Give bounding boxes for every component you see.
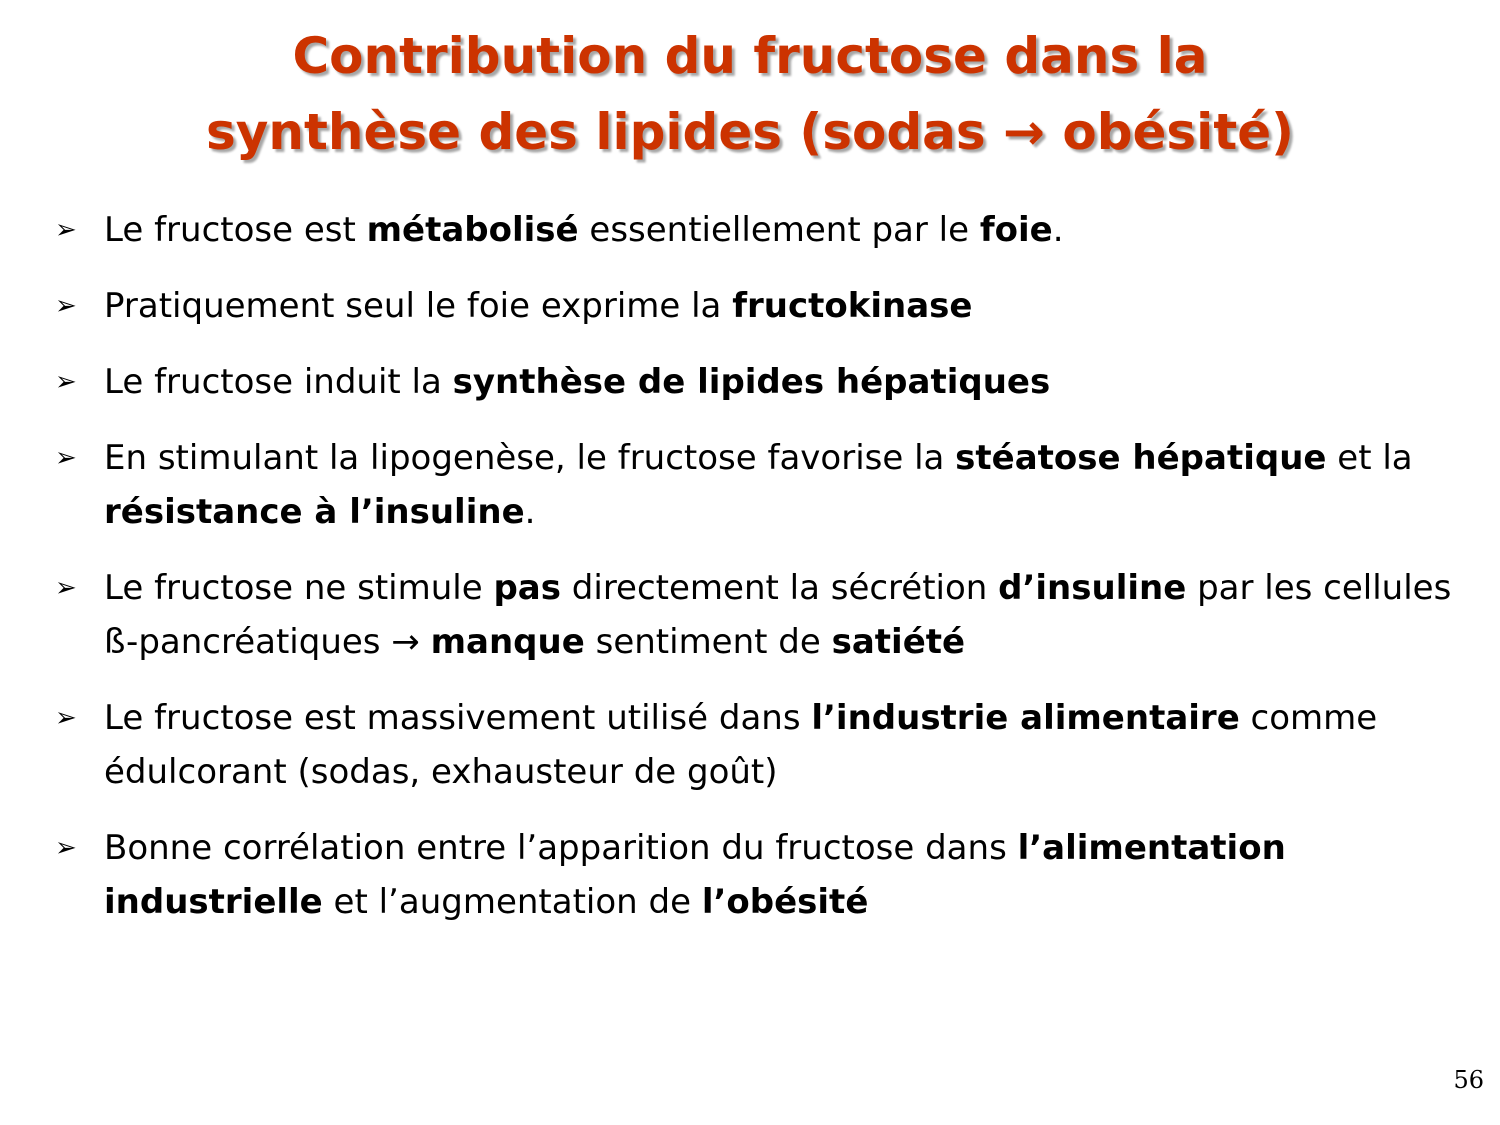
bullet-emphasis: fructokinase <box>732 286 973 326</box>
bullet-emphasis: d’insuline <box>998 568 1187 608</box>
bullet-segment: Le fructose est <box>104 210 367 250</box>
bullet-segment: Pratiquement seul le foie exprime la <box>104 286 733 326</box>
bullet-segment: sentiment de <box>584 622 832 662</box>
bullet-emphasis: foie <box>979 210 1053 250</box>
bullet-arrow-icon: ➢ <box>55 367 77 397</box>
bullet-emphasis: l’obésité <box>701 882 869 922</box>
bullet-item <box>55 691 1455 799</box>
bullet-arrow-icon: ➢ <box>55 291 77 321</box>
bullet-segment: En stimulant la lipogenèse, le fructose favorise la <box>104 438 956 478</box>
bullet-segment: . <box>524 492 536 532</box>
bullet-list <box>55 203 1455 951</box>
bullet-text <box>104 203 1455 257</box>
bullet-arrow-icon: ➢ <box>55 703 77 733</box>
bullet-segment: essentiellement par le <box>578 210 980 250</box>
bullet-arrow-icon: ➢ <box>55 443 77 473</box>
bullet-item <box>55 279 1455 333</box>
bullet-text <box>104 431 1455 539</box>
slide-title <box>0 18 1500 170</box>
bullet-text <box>104 355 1455 409</box>
bullet-segment: Bonne corrélation entre l’apparition du fructose dans <box>104 828 1018 868</box>
bullet-segment: Le fructose est massivement utilisé dans <box>104 698 812 738</box>
bullet-segment: et la <box>1326 438 1413 478</box>
bullet-segment: Le fructose induit la <box>104 362 453 402</box>
bullet-emphasis: satiété <box>831 622 966 662</box>
bullet-arrow-icon: ➢ <box>55 573 77 603</box>
bullet-segment: Le fructose ne stimule <box>104 568 494 608</box>
bullet-item <box>55 203 1455 257</box>
bullet-emphasis: manque <box>430 622 585 662</box>
bullet-emphasis: pas <box>493 568 561 608</box>
bullet-arrow-icon: ➢ <box>55 833 77 863</box>
bullet-item <box>55 431 1455 539</box>
bullet-arrow-icon: ➢ <box>55 215 77 245</box>
bullet-emphasis: l’alimentation industrielle <box>104 828 1286 922</box>
bullet-emphasis: résistance à l’insuline <box>104 492 525 532</box>
slide-title-line-1: Contribution du fructose dans la <box>292 27 1208 85</box>
bullet-emphasis: stéatose hépatique <box>955 438 1327 478</box>
bullet-segment: directement la sécrétion <box>560 568 999 608</box>
bullet-segment: et l’augmentation de <box>322 882 702 922</box>
bullet-emphasis: l’industrie alimentaire <box>811 698 1240 738</box>
bullet-segment: comme édulcorant (sodas, exhausteur de goût) <box>104 698 1378 792</box>
bullet-emphasis: métabolisé <box>366 210 579 250</box>
slide-title-line-2: synthèse des lipides (sodas → obésité) <box>206 103 1294 161</box>
bullet-item <box>55 561 1455 669</box>
bullet-segment: par les cellules ß-pancréatiques → <box>104 568 1452 662</box>
bullet-text <box>104 821 1455 929</box>
bullet-item <box>55 355 1455 409</box>
page-number: 56 <box>1453 1066 1484 1094</box>
bullet-text <box>104 279 1455 333</box>
bullet-emphasis: synthèse de lipides hépatiques <box>452 362 1051 402</box>
bullet-segment: . <box>1052 210 1064 250</box>
bullet-text <box>104 691 1455 799</box>
bullet-item <box>55 821 1455 929</box>
bullet-text <box>104 561 1455 669</box>
